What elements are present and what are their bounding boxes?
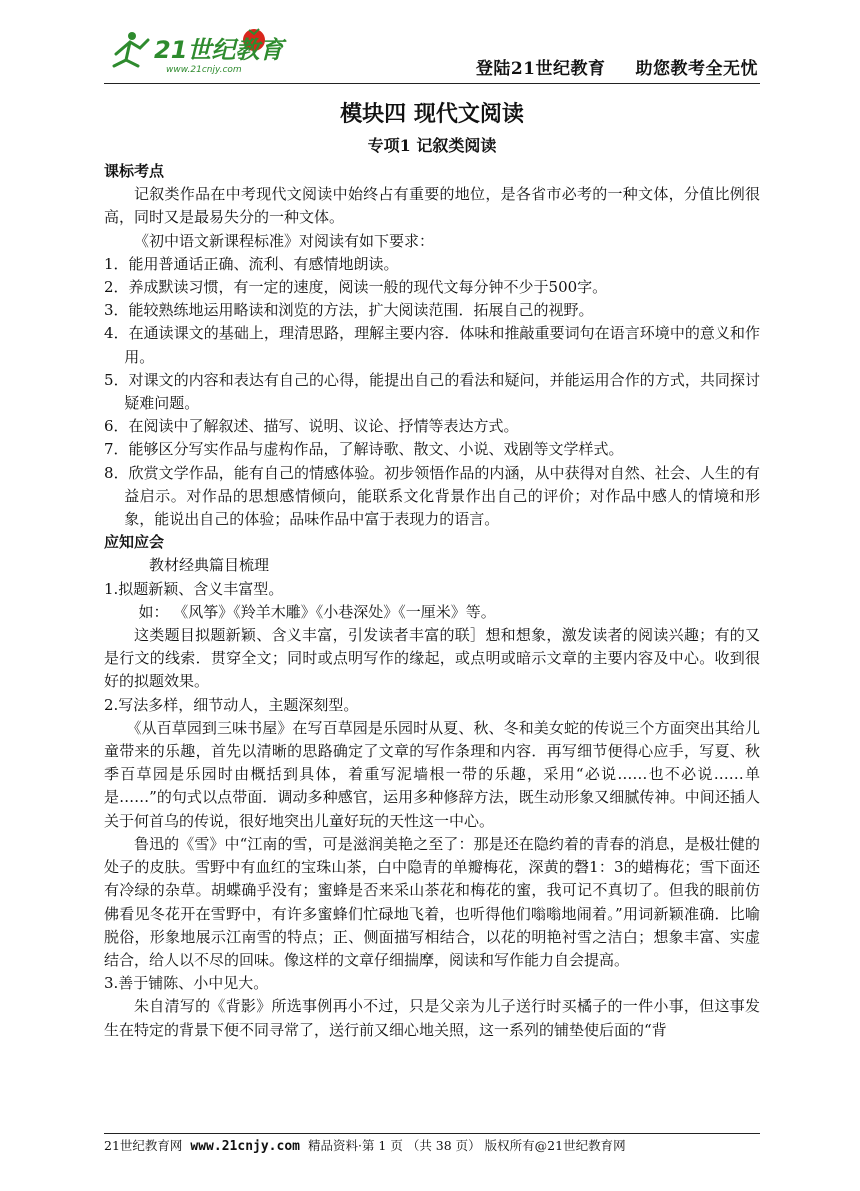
footer-site: 21世纪教育网 [104,1138,183,1153]
list-item: 1．能用普通话正确、流利、有感情地朗读。 [104,254,399,273]
list-item: 5．对课文的内容和表达有自己的心得，能提出自己的看法和疑问，并能运用合作的方式，共同探讨疑难问题。 [104,370,760,413]
section-heading-knowledge: 应知应会 [104,533,165,552]
site-logo [104,26,304,76]
footer-info: 精品资料·第 1 页 （共 38 页） 版权所有@21世纪教育网 [307,1138,626,1153]
svg-text:21世纪教育: 21世纪教育 [154,36,284,64]
svg-text:www.21cnjy.com: www.21cnjy.com [166,65,242,75]
page-footer [104,1133,760,1159]
page-title: 模块四 现代文阅读 [340,101,524,127]
page-header [104,18,760,80]
section-heading-standards: 课标考点 [104,162,165,180]
header-divider [104,83,760,84]
paragraph: 《初中语文新课程标准》对阅读有如下要求： [134,231,435,250]
footer-url: www.21cnjy.com [190,1139,300,1154]
header-slogan [476,54,758,79]
list-item: 8．欣赏文学作品，能有自己的情感体验。初步领悟作品的内涵，从中获得对自然、社会、人生的有益启示。对作品的思想感情倾向，能联系文化背景作出自己的评价；对作品中感人的情境和形象，能说出自己的体验；品味作品中富于表现力的语言。 [104,463,760,529]
runner-icon [114,40,148,66]
paragraph: 这类题目拟题新颖、含义丰富，引发读者丰富的联］想和想象，激发读者的阅读兴趣；有的又是行文的线索．贯穿全文；同时或点明写作的缘起，或点明或暗示文章的主要内容及中心。收到很好的拟题效果。 [104,626,760,691]
document-body [104,96,760,1042]
list-item: 7．能够区分写实作品与虚构作品，了解诗歌、散文、小说、戏剧等文学样式。 [104,440,624,459]
sub-heading: 教材经典篇目梳理 [149,556,270,575]
paragraph: 朱自清写的《背影》所选事例再小不过，只是父亲为儿子送行时买橘子的一件小事，但这事发生在特定的背景下便不同寻常了，送行前又细心地关照，这一系列的铺垫使后面的“背 [104,997,760,1039]
list-item: 4．在通读课文的基础上，理清思路，理解主要内容．体味和推敲重要词句在语言环境中的意义和作用。 [104,324,760,366]
paragraph: 鲁迅的《雪》中“江南的雪，可是滋润美艳之至了：那是还在隐约着的青春的消息，是极壮健的处子的皮肤。雪野中有血红的宝珠山茶，白中隐青的单瓣梅花，深黄的磬1：3的蜡梅花；雪下面还有冷绿的杂草。胡蝶确乎没有；蜜蜂是否来采山茶花和梅花的蜜，我可记不真切了。但我的眼前仿佛看见冬花开在雪野中，有许多蜜蜂们忙碌地飞着，也听得他们嗡嗡地闹着。”用词新颖准确．比喻脱俗，形象地展示江南雪的特点；正、侧面描写相结合，以花的明艳衬雪之洁白；想象丰富、实虚结合，给人以不尽的回味。像这样的文章仔细揣摩，阅读和写作能力自会提高。 [104,834,760,969]
list-item: 6．在阅读中了解叙述、描写、说明、议论、抒情等表达方式。 [104,417,519,436]
slogan-help: 助您教考全无忧 [635,59,758,79]
list-item: 3．能较熟练地运用略读和浏览的方法，扩大阅读范围．拓展自己的视野。 [104,301,594,320]
point-heading: 3.善于铺陈、小中见大。 [104,974,269,993]
slogan-login: 登陆21世纪教育 [475,59,606,79]
paragraph: 《从百草园到三味书屋》在写百草园是乐园时从夏、秋、冬和美女蛇的传说三个方面突出其给儿童带来的乐趣，首先以清晰的思路确定了文章的写作条理和内容．再写细节便得心应手，写夏、秋季百草园是乐园时由概括到具体，着重写泥墙根一带的乐趣，采用“必说……也不必说……单是……”的句式以点带面．调动多种感官，运用多种修辞方法，既生动形象又细腻传神。中间还插人关于何首乌的传说，很好地突出儿童好玩的天性这一中心。 [104,718,760,830]
page-subtitle: 专项1 记叙类阅读 [367,136,497,155]
example-line: 如： 《风筝》《羚羊木雕》《小巷深处》《一厘米》等。 [138,602,496,621]
point-heading: 2.写法多样，细节动人，主题深刻型。 [104,695,359,714]
point-heading: 1.拟题新颖、含义丰富型。 [104,579,284,598]
list-item: 2．养成默读习惯，有一定的速度，阅读一般的现代文每分钟不少于500字。 [104,278,608,297]
paragraph: 记叙类作品在中考现代文阅读中始终占有重要的地位，是各省市必考的一种文体，分值比例很高，同时又是最易失分的一种文体。 [104,185,760,227]
